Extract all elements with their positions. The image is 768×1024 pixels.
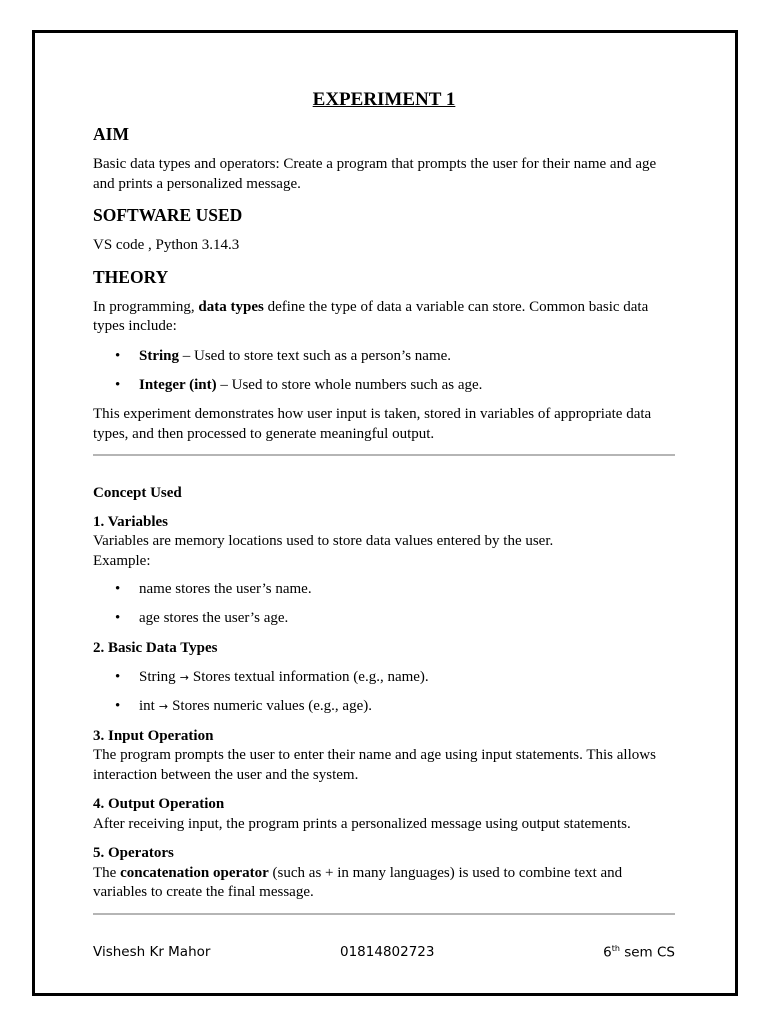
data-types-heading: 2. Basic Data Types (93, 639, 218, 656)
type-name: String (139, 669, 176, 685)
list-item (93, 580, 675, 600)
type-name: int (139, 698, 155, 714)
section-divider (93, 913, 675, 915)
input-heading: 3. Input Operation (93, 727, 214, 744)
operators-text-bold: concatenation operator (120, 864, 269, 881)
theory-intro-start: In programming, (93, 298, 199, 315)
page-title: EXPERIMENT 1 (312, 89, 456, 110)
output-text: After receiving input, the program prints a personalized message using output statements. (93, 815, 631, 832)
list-item (93, 697, 675, 717)
aim-heading: AIM (93, 124, 129, 144)
arrow-right-icon: → (158, 700, 169, 713)
output-heading: 4. Output Operation (93, 796, 225, 812)
semester-label: sem CS (619, 944, 675, 961)
theory-intro (93, 298, 675, 337)
data-types-bullet-list (93, 668, 675, 717)
aim-text: Basic data types and operators: Create a program that prompts the user for their name and age and prints a personalized message. (93, 156, 657, 192)
variables-description: Variables are memory locations used to store data values entered by the user. (93, 533, 554, 549)
bullet-term: Integer (int) (139, 376, 217, 393)
semester-number: 6 (603, 944, 612, 961)
operators-text (93, 864, 675, 903)
bullet-text: age stores the user’s age. (139, 610, 289, 626)
type-description: Stores textual information (e.g., name). (192, 669, 429, 685)
bullet-icon: • (115, 610, 121, 626)
theory-intro-bold: data types (198, 298, 264, 315)
theory-heading: THEORY (93, 266, 169, 287)
list-item (93, 668, 675, 688)
theory-closing: This experiment demonstrates how user input is taken, stored in variables of appropriate data types, and then processed to generate meaningful output. (93, 406, 652, 442)
semester-suffix: th (611, 944, 620, 953)
concept-heading: Concept Used (93, 485, 182, 501)
arrow-right-icon: → (179, 671, 189, 684)
input-text: The program prompts the user to enter their name and age using input statements. This allows interaction between the user and the system. (93, 747, 656, 783)
variables-heading: 1. Variables (93, 513, 169, 530)
variables-text (93, 532, 675, 571)
software-heading: SOFTWARE USED (93, 205, 243, 225)
software-text: VS code , Python 3.14.3 (93, 237, 240, 253)
bullet-icon: • (115, 698, 121, 714)
footer-author: Vishesh Kr Mahor (93, 944, 211, 960)
example-label: Example: (93, 552, 151, 569)
operators-text-start: The (93, 864, 121, 881)
page-footer (93, 944, 675, 964)
bullet-term: String (139, 347, 180, 364)
document-body (93, 88, 675, 915)
list-item (93, 347, 675, 367)
bullet-icon: • (115, 347, 121, 364)
bullet-text: name stores the user’s name. (139, 581, 312, 597)
footer-semester (603, 944, 675, 961)
theory-intro-end: define the type of data a variable can store. Common basic data types include: (93, 298, 649, 334)
bullet-text: – Used to store whole numbers such as age. (216, 376, 483, 393)
bullet-icon: • (115, 581, 121, 597)
bullet-icon: • (115, 376, 121, 393)
operators-text-end: (such as + in many languages) is used to combine text and variables to create the final message. (93, 864, 623, 900)
operators-heading: 5. Operators (93, 845, 174, 861)
variables-bullet-list (93, 580, 675, 629)
list-item (93, 376, 675, 396)
list-item (93, 609, 675, 629)
footer-enrollment: 01814802723 (340, 944, 435, 960)
bullet-icon: • (115, 669, 121, 685)
theory-bullet-list (93, 347, 675, 396)
type-description: Stores numeric values (e.g., age). (172, 698, 372, 714)
bullet-text: – Used to store text such as a person’s name. (179, 347, 452, 364)
